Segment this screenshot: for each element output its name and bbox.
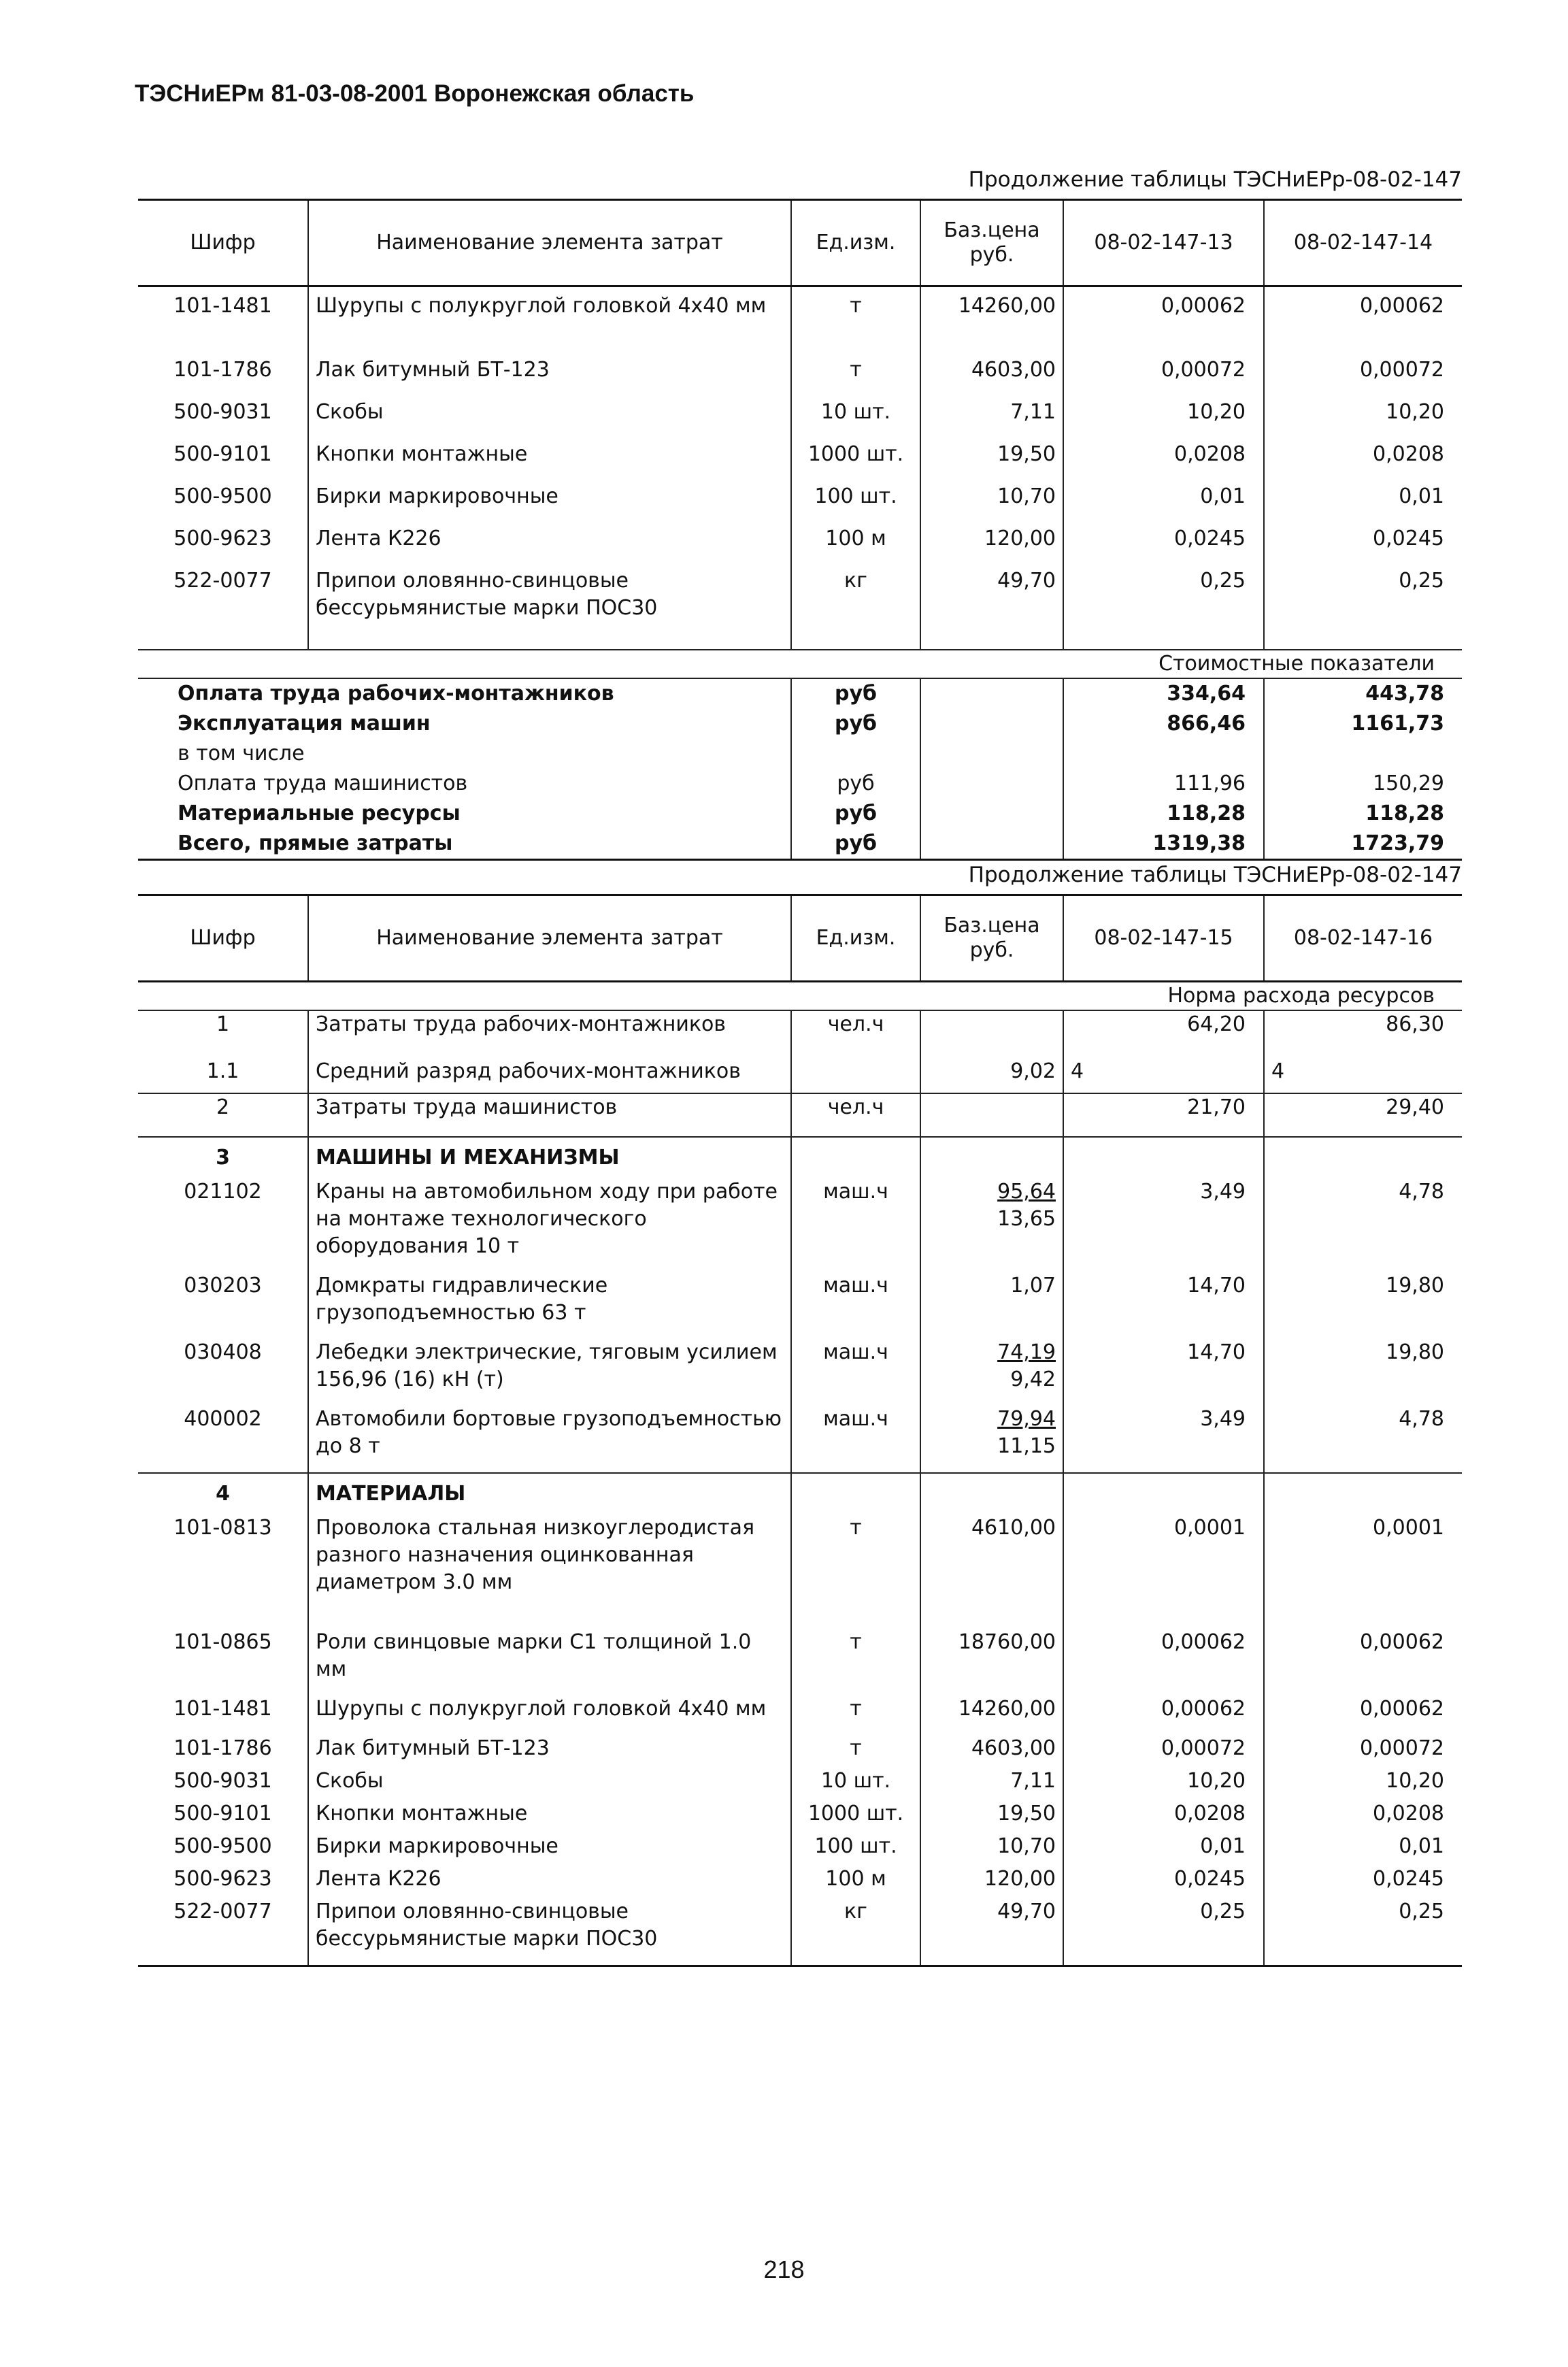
code-cell: 101-1786 [173,358,272,382]
cost-value-a: 866,46 [1063,709,1264,739]
name-cell: Лента К226 [308,1866,791,1898]
name-cell: Лак битумный БТ-123 [308,357,791,399]
cost-unit-cell: руб [791,829,920,860]
value-cell-a: 64,20 [1063,1010,1264,1050]
spacer-cell [920,631,1063,650]
price-value: 120,00 [984,527,1056,550]
price-cell: 9,02 [920,1050,1063,1093]
value-cell-b: 19,80 [1264,1339,1462,1406]
code-cell: 1.1 [206,1059,239,1083]
price-value: 120,00 [984,1867,1056,1891]
cost-value-a [1063,739,1264,769]
price-cell [920,525,1063,567]
price-value: 4603,00 [971,1736,1056,1760]
cost-unit-cell [791,739,920,769]
value-cell-a: 3,49 [1063,1178,1264,1272]
cost-name-cell: Оплата труда машинистов [178,772,468,795]
column-header-unit: Ед.изм. [791,895,920,982]
cost-value-a: 118,28 [1063,799,1264,829]
price-value: 10,70 [997,1834,1056,1858]
value-cell-b: 0,0208 [1264,441,1462,483]
unit-cell [791,1137,920,1178]
code-cell: 500-9500 [173,1834,272,1858]
code-cell: 500-9500 [173,484,272,508]
value-cell-b: 0,00062 [1264,293,1462,357]
price-value: 7,11 [1010,1769,1056,1793]
price-cell [920,357,1063,399]
name-cell: Припои оловянно-свинцовые бессурьмянистые марки ПОС30 [308,567,791,631]
price-cell [920,1898,1063,1966]
price-value: 14260,00 [958,294,1056,318]
cost-value-b: 150,29 [1264,769,1462,799]
column-header-15: 08-02-147-15 [1063,895,1264,982]
name-cell: Лак битумный БТ-123 [308,1735,791,1768]
cost-value-b: 118,28 [1264,799,1462,829]
name-cell: Скобы [308,399,791,441]
table1-header-row [138,200,1462,286]
value-cell-b: 0,00062 [1264,1695,1462,1735]
material-row [138,1629,1462,1695]
code-cell: 101-0865 [173,1630,272,1654]
value-cell-b: 0,00072 [1264,357,1462,399]
price-cell [920,1800,1063,1833]
price-cell [920,1866,1063,1898]
unit-cell: 100 м [791,1866,920,1898]
value-cell-b: 4,78 [1264,1178,1462,1272]
machines-title: МАШИНЫ И МЕХАНИЗМЫ [308,1137,791,1178]
unit-cell: кг [791,567,920,631]
cost-value-a: 334,64 [1063,678,1264,709]
price-value: 18760,00 [958,1630,1056,1654]
value-cell-b: 0,01 [1264,483,1462,525]
value-cell-a: 0,00072 [1063,357,1264,399]
value-cell-b: 86,30 [1264,1010,1462,1050]
page-number: 218 [763,2255,805,2283]
unit-cell: 100 шт. [791,1833,920,1866]
column-header-unit: Ед.изм. [791,200,920,286]
labor-grade-row [138,1050,1462,1093]
price-machinist-value: 13,65 [997,1207,1056,1231]
price-cell [920,1629,1063,1695]
material-row [138,441,1462,483]
material-row [138,1695,1462,1735]
cost-unit-cell: руб [791,799,920,829]
cost-value-b: 443,78 [1264,678,1462,709]
name-cell: Лента К226 [308,525,791,567]
column-header-name: Наименование элемента затрат [308,200,791,286]
unit-cell: 10 шт. [791,399,920,441]
machine-row [138,1272,1462,1339]
price-value: 19,50 [997,442,1056,466]
value-cell-b [1264,1137,1462,1178]
material-row [138,567,1462,631]
price-value: 14260,00 [958,1697,1056,1721]
column-header-price: Баз.цена руб. [920,895,1063,982]
value-cell-a: 14,70 [1063,1272,1264,1339]
unit-cell: 10 шт. [791,1768,920,1800]
unit-cell: т [791,293,920,357]
spacer-cell [308,631,791,650]
material-row [138,357,1462,399]
value-cell-b: 0,0001 [1264,1514,1462,1629]
material-row [138,293,1462,357]
code-cell: 030408 [184,1340,262,1364]
name-cell: Шурупы с полукруглой головкой 4х40 мм [308,293,791,357]
price-cell [920,1339,1063,1406]
spacer-cell [1264,631,1462,650]
spacer-cell [791,286,920,293]
material-row [138,399,1462,441]
value-cell-a: 0,0245 [1063,525,1264,567]
material-row [138,1866,1462,1898]
value-cell-a: 0,0208 [1063,441,1264,483]
cost-value-b: 1723,79 [1264,829,1462,860]
cost-price-cell [920,678,1063,709]
name-cell: Автомобили бортовые грузоподъемностью до 8 т [308,1406,791,1473]
table1-caption: Продолжение таблицы ТЭСНиЕРр-08-02-147 [968,167,1462,192]
value-cell-b: 0,0208 [1264,1800,1462,1833]
value-cell-b: 0,0245 [1264,525,1462,567]
value-cell-b: 0,0245 [1264,1866,1462,1898]
machine-row [138,1178,1462,1272]
name-cell: Припои оловянно-свинцовые бессурьмянистые марки ПОС30 [308,1898,791,1966]
name-cell: Проволока стальная низкоуглеродистая разного назначения оцинкованная диаметром 3.0 мм [308,1514,791,1629]
resource-table-1 [138,199,1462,861]
code-cell: 522-0077 [138,1898,308,1966]
value-cell-a: 0,00062 [1063,1695,1264,1735]
value-cell-a [1063,1473,1264,1514]
value-cell-a: 0,0245 [1063,1866,1264,1898]
value-cell-a: 0,01 [1063,1833,1264,1866]
material-row [138,525,1462,567]
cost-unit-cell: руб [791,769,920,799]
material-row [138,1833,1462,1866]
price-cell [920,1695,1063,1735]
machine-row [138,1406,1462,1473]
value-cell-a: 0,25 [1063,1898,1264,1966]
unit-cell: 1000 шт. [791,1800,920,1833]
unit-cell [791,1473,920,1514]
name-cell: Затраты труда машинистов [308,1093,791,1137]
value-cell-a [1063,1137,1264,1178]
name-cell: Лебедки электрические, тяговым усилием 156,96 (16) кН (т) [308,1339,791,1406]
cost-value-b [1264,739,1462,769]
value-cell-b: 0,00072 [1264,1735,1462,1768]
cost-row [138,678,1462,709]
cost-row [138,829,1462,860]
value-cell-a: 0,01 [1063,483,1264,525]
code-cell: 500-9101 [173,442,272,466]
value-cell-a: 14,70 [1063,1339,1264,1406]
cost-row [138,739,1462,769]
price-cell [920,1514,1063,1629]
cost-unit-cell: руб [791,709,920,739]
material-row [138,1514,1462,1629]
unit-cell: 100 шт. [791,483,920,525]
code-cell: 2 [138,1093,308,1137]
name-cell: Кнопки монтажные [308,1800,791,1833]
code-cell: 030203 [184,1274,262,1297]
machine-row [138,1339,1462,1406]
materials-title: МАТЕРИАЛЫ [308,1473,791,1514]
cost-name-cell: Всего, прямые затраты [138,829,791,860]
table2-caption: Продолжение таблицы ТЭСНиЕРр-08-02-147 [968,863,1462,887]
column-header-13: 08-02-147-13 [1063,200,1264,286]
cost-unit-cell: руб [791,678,920,709]
material-row [138,1898,1462,1966]
price-cell [920,483,1063,525]
price-cell [920,1137,1063,1178]
cost-value-b: 1161,73 [1264,709,1462,739]
column-header-name: Наименование элемента затрат [308,895,791,982]
value-cell-a: 0,00062 [1063,1629,1264,1695]
value-cell-b: 4,78 [1264,1406,1462,1473]
price-value: 79,94 [997,1407,1056,1431]
material-row [138,483,1462,525]
price-value: 95,64 [997,1180,1056,1204]
name-cell: Бирки маркировочные [308,483,791,525]
code-cell: 101-1786 [173,1736,272,1760]
column-header-16: 08-02-147-16 [1264,895,1462,982]
labor-machinists-row [138,1093,1462,1137]
unit-cell: т [791,1695,920,1735]
price-cell [920,1735,1063,1768]
value-cell-a: 0,00062 [1063,293,1264,357]
value-cell-a: 0,25 [1063,567,1264,631]
column-header-code: Шифр [138,895,308,982]
cost-name-cell: Оплата труда рабочих-монтажников [178,682,614,706]
price-value: 49,70 [997,569,1056,593]
price-value: 1,07 [1010,1274,1056,1297]
column-header-code: Шифр [138,200,308,286]
name-cell: Кнопки монтажные [308,441,791,483]
price-cell [920,1473,1063,1514]
value-cell-b: 4 [1264,1050,1462,1093]
value-cell-b: 0,25 [1264,567,1462,631]
cost-row [138,799,1462,829]
spacer-row [138,286,1462,293]
value-cell-a: 0,00072 [1063,1735,1264,1768]
cost-value-a: 1319,38 [1063,829,1264,860]
price-cell [920,1178,1063,1272]
price-cell [920,1010,1063,1050]
code-cell: 500-9101 [173,1802,272,1825]
code-cell: 522-0077 [173,569,272,593]
code-cell: 021102 [184,1180,262,1204]
value-cell-a: 0,0001 [1063,1514,1264,1629]
cost-row [138,769,1462,799]
price-value: 19,50 [997,1802,1056,1825]
table2-header-row [138,895,1462,982]
price-value: 4603,00 [971,358,1056,382]
name-cell: Скобы [308,1768,791,1800]
name-cell: Затраты труда рабочих-монтажников [308,1010,791,1050]
value-cell-b: 29,40 [1264,1093,1462,1137]
unit-cell: т [791,357,920,399]
unit-cell: т [791,1514,920,1629]
column-header-price: Баз.цена руб. [920,200,1063,286]
column-header-14: 08-02-147-14 [1264,200,1462,286]
name-cell: Средний разряд рабочих-монтажников [308,1050,791,1093]
name-cell: Бирки маркировочные [308,1833,791,1866]
unit-cell [791,1050,920,1093]
cost-row [138,709,1462,739]
value-cell-b: 10,20 [1264,399,1462,441]
value-cell-b [1264,1473,1462,1514]
price-cell [920,1272,1063,1339]
price-cell [920,399,1063,441]
name-cell: Роли свинцовые марки С1 толщиной 1.0 мм [308,1629,791,1695]
name-cell: Домкраты гидравлические грузоподъемностью 63 т [308,1272,791,1339]
price-value: 10,70 [997,484,1056,508]
name-cell: Краны на автомобильном ходу при работе на монтаже технологического оборудования 10 т [308,1178,791,1272]
code-cell: 500-9031 [173,400,272,424]
spacer-cell [1063,631,1264,650]
spacer-cell [791,631,920,650]
code-cell: 400002 [184,1407,262,1431]
spacer-row [138,631,1462,650]
unit-cell: чел.ч [791,1093,920,1137]
price-value: 74,19 [997,1340,1056,1364]
value-cell-a: 4 [1063,1050,1264,1093]
resource-norm-section-label: Норма расхода ресурсов [138,982,1462,1011]
cost-indicators-section-label: Стоимостные показатели [138,650,1462,678]
price-cell [920,441,1063,483]
cost-price-cell [920,739,1063,769]
materials-section-row [138,1473,1462,1514]
code-cell: 1 [216,1012,230,1036]
price-cell [920,1768,1063,1800]
unit-cell: т [791,1735,920,1768]
material-row [138,1735,1462,1768]
resource-table-2 [138,894,1462,1967]
value-cell-a: 0,0208 [1063,1800,1264,1833]
value-cell-b: 10,20 [1264,1768,1462,1800]
materials-code: 4 [138,1473,308,1514]
labor-workers-row [138,1010,1462,1050]
spacer-cell [920,286,1063,293]
value-cell-a: 21,70 [1063,1093,1264,1137]
unit-cell: маш.ч [791,1178,920,1272]
price-machinist-value: 9,42 [1010,1368,1056,1391]
unit-cell: 1000 шт. [791,441,920,483]
spacer-cell [1063,286,1264,293]
code-cell: 101-1481 [173,294,272,318]
price-cell [920,1093,1063,1137]
value-cell-b: 0,25 [1264,1898,1462,1966]
unit-cell: маш.ч [791,1406,920,1473]
price-value: 7,11 [1010,400,1056,424]
unit-cell: маш.ч [791,1339,920,1406]
document-title: ТЭСНиЕРм 81-03-08-2001 Воронежская область [135,80,695,107]
price-cell [920,1833,1063,1866]
price-cell [920,1406,1063,1473]
material-row [138,1768,1462,1800]
code-cell: 500-9623 [173,1867,272,1891]
cost-indicators-section [138,650,1462,678]
cost-name-cell: Материальные ресурсы [178,801,461,825]
value-cell-b: 0,00062 [1264,1629,1462,1695]
code-cell: 101-1481 [173,1697,272,1721]
code-cell: 101-0813 [173,1516,272,1540]
value-cell-a: 3,49 [1063,1406,1264,1473]
material-row [138,1800,1462,1833]
cost-price-cell [920,709,1063,739]
spacer-cell [308,286,791,293]
unit-cell: чел.ч [791,1010,920,1050]
value-cell-a: 10,20 [1063,399,1264,441]
cost-price-cell [920,799,1063,829]
unit-cell: т [791,1629,920,1695]
spacer-cell [138,286,308,293]
unit-cell: кг [791,1898,920,1966]
cost-name-cell: Эксплуатация машин [178,712,431,735]
price-cell [920,293,1063,357]
price-value: 49,70 [997,1900,1056,1923]
cost-value-a: 111,96 [1063,769,1264,799]
price-machinist-value: 11,15 [997,1434,1056,1458]
value-cell-b: 19,80 [1264,1272,1462,1339]
price-cell [920,567,1063,631]
cost-price-cell [920,829,1063,860]
name-cell: Шурупы с полукруглой головкой 4х40 мм [308,1695,791,1735]
cost-price-cell [920,769,1063,799]
resource-norm-section [138,982,1462,1011]
unit-cell: маш.ч [791,1272,920,1339]
value-cell-b: 0,01 [1264,1833,1462,1866]
machines-code: 3 [138,1137,308,1178]
cost-name-cell: в том числе [178,742,305,765]
code-cell: 500-9623 [173,527,272,550]
spacer-cell [138,631,308,650]
spacer-cell [1264,286,1462,293]
value-cell-a: 10,20 [1063,1768,1264,1800]
unit-cell: 100 м [791,525,920,567]
code-cell: 500-9031 [173,1769,272,1793]
machines-section-row [138,1137,1462,1178]
price-value: 4610,00 [971,1516,1056,1540]
